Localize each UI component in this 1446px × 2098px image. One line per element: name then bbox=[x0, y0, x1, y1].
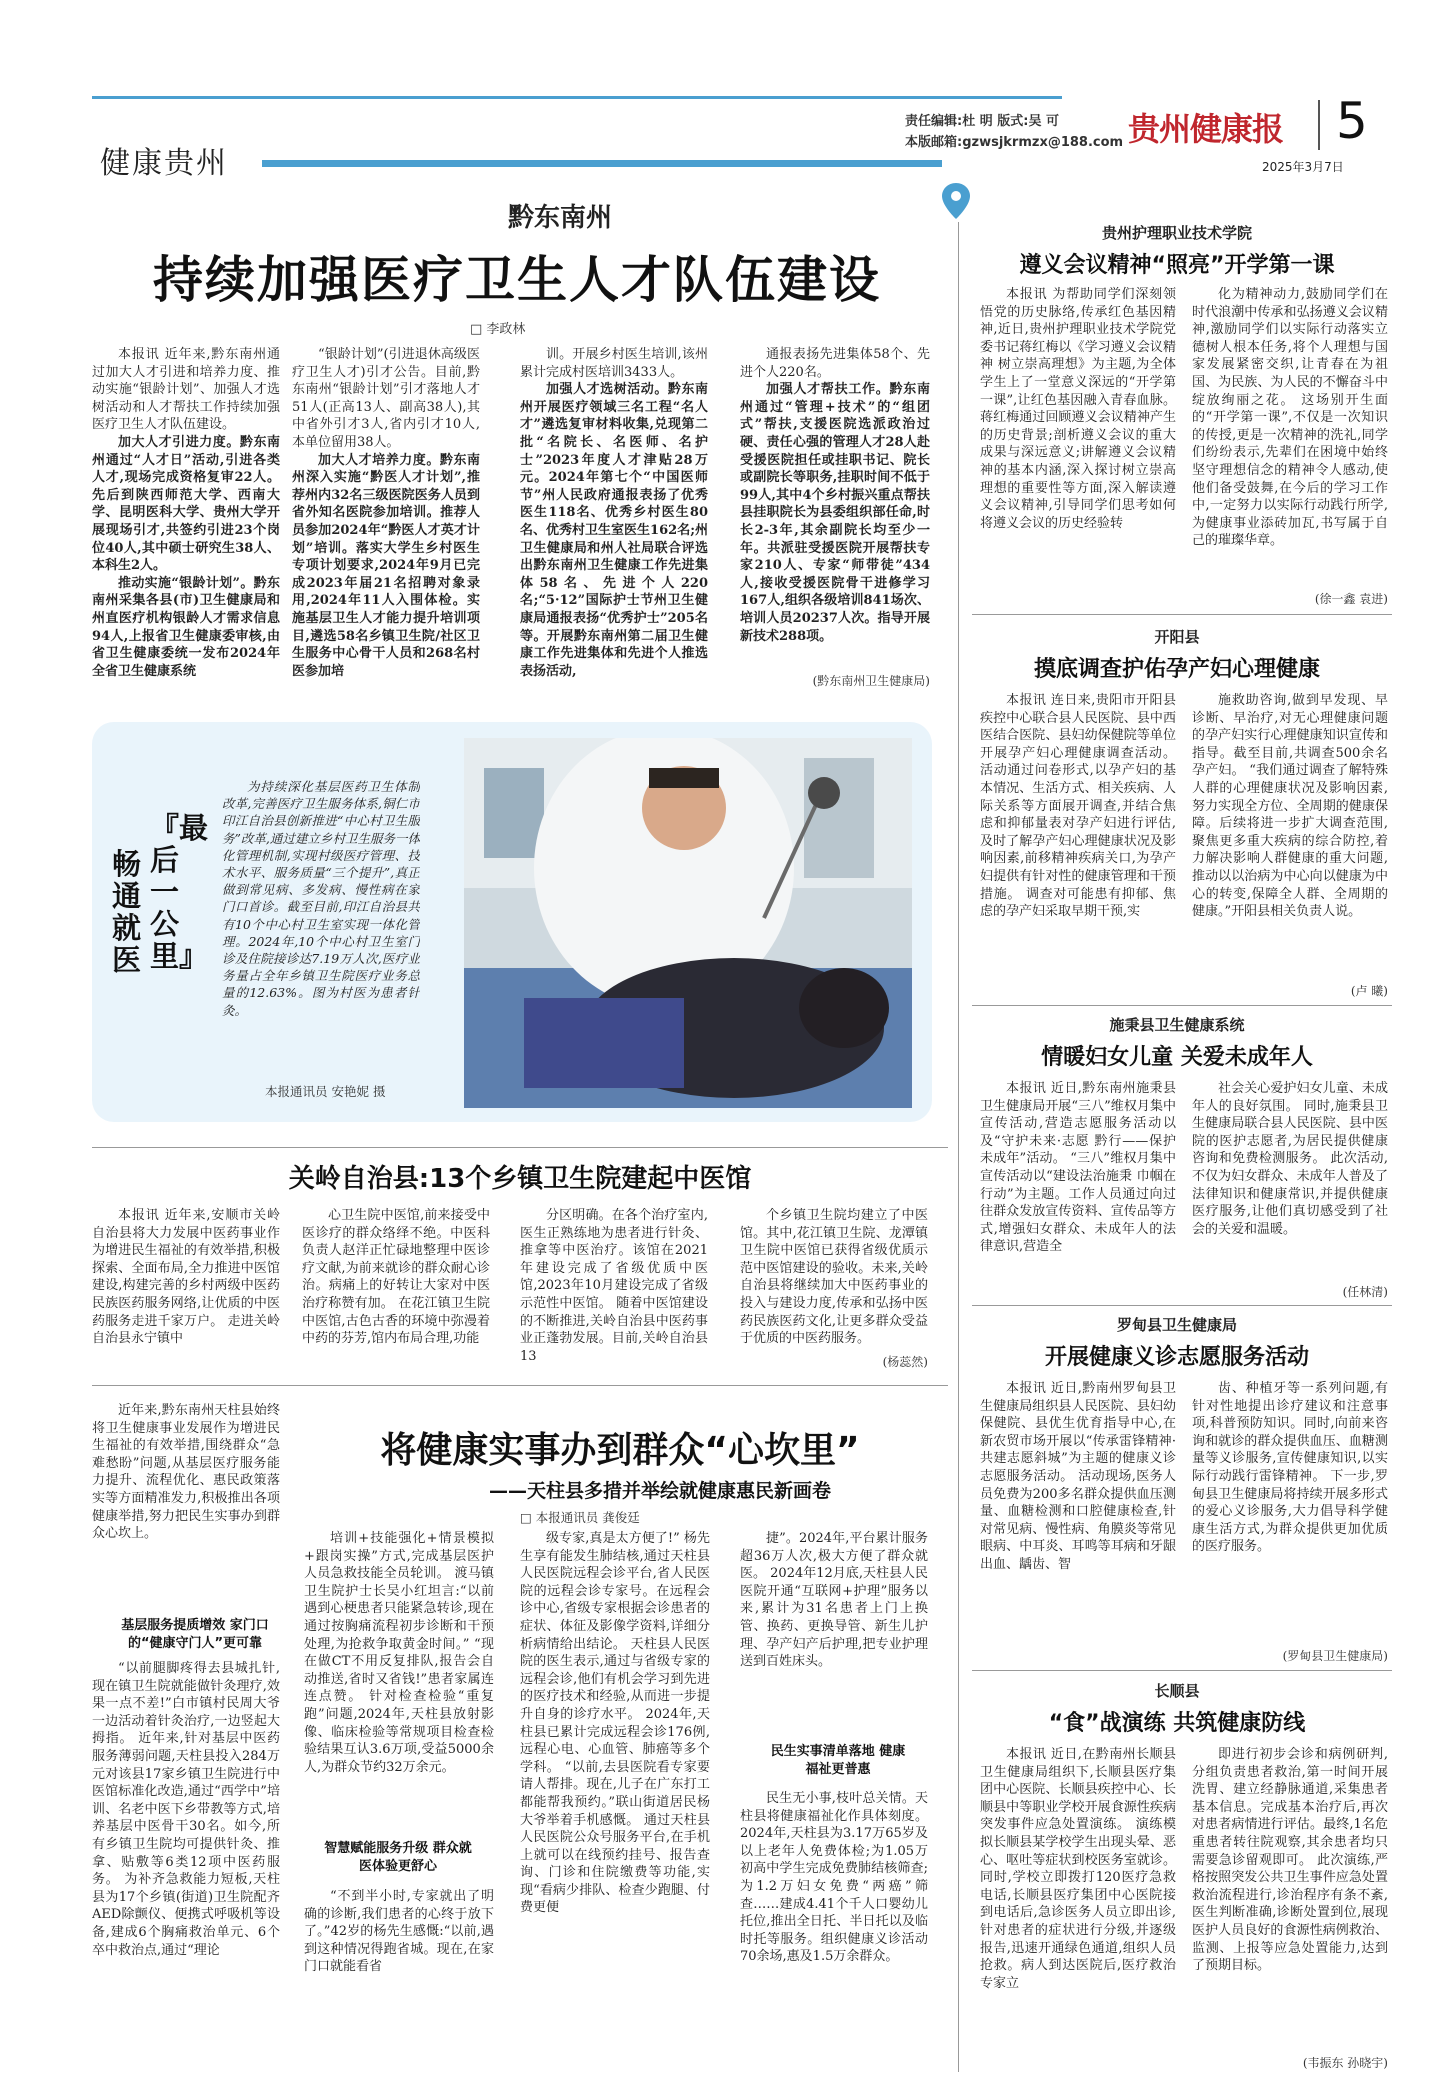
tianzhu-column-2: 培训+技能强化+情景模拟+跟岗实操”方式,完成基层医护人员急救技能全员轮训。 渡马镇卫生院护士长吴小红坦言:“以前遇到心梗患者只能紧急转诊,现在通过按胸痛流程初步诊断和干预处理,为抢救争取黄金时间。” “现在做CT不用反复排队,报告会自动推送,省时又省钱!”患者家属连连点赞。 针对检查检验“重复跑”问题,2024年,天柱县放射影像、临床检验等常规项目检查检验结果互认3.6万项,受益5000余人,为群众节约32万余元。 bbox=[304, 1531, 494, 1775]
lead-column-4: 通报表扬先进集体58个、先进个人220名。 加强人才帮扶工作。黔东南州通过“管理+技术”的“组团式”帮扶,支援医院选派政治过硬、责任心强的管理人才28人赴受援医院担任或挂职书记、院长或副院长等职务,挂职时间不低于99人,其中4个乡村振兴重点帮扶县挂职院长为县委组织部任命,时长2-3年,其余副院长均至少一年。共派驻受援医院开展帮扶专家210人、专家“师带徒”434人,接收受援医院骨干进修学习167人,组织各级培训841场次、培训人员20237人次。指导开展新技术288项。 bbox=[740, 347, 930, 644]
right-a5-col2: 即进行初步会诊和病例研判,分组负责患者救治,第一时间开展洗胃、建立经静脉通道,采集患者基本信息。完成基本治疗后,再次对患者病情进行评估。最终,1名危重患者转往院观察,其余患者均只需要急诊留观即可。 此次演练,严格按照突发公共卫生事件应急处置救治流程进行,诊治程序有条不紊,医生判断准确,诊断处置到位,展现医护人员良好的食源性病例救治、监测、上报等应急处置能力,达到了预期目标。 bbox=[1192, 1747, 1388, 1974]
tianzhu-column-3: 级专家,真是太方便了!” 杨先生享有能发生肺结核,通过天柱县人民医院远程会诊平台,省人民医院的远程会诊专家号。在远程会诊中心,省级专家根据会诊患者的症状、体征及影像学资料,详细分析病情给出结论。 天柱县人民医院的医生表示,通过与省级专家的远程会诊,他们有机会学习到先进的医疗技术和经验,从而进一步提升自身的诊疗水平。 2024年,天柱县已累计完成远程会诊176例,远程心电、心血管、肺癌等多个学科。 “以前,去县医院看专家要请人帮排。现在,儿子在广东打工都能帮我预约。”联山街道居民杨大爷举着手机感慨。 通过天柱县人民医院公众号服务平台,在手机上就可以在线预约挂号、报告查询、门诊和住院缴费等功能,实现“看病少排队、检查少跑腿、付费更便 bbox=[520, 1531, 710, 1916]
right-a2-title: 摸底调查护佑孕产妇心理健康 bbox=[1033, 657, 1320, 682]
header-top-rule bbox=[92, 96, 1062, 99]
page-number: 5 bbox=[1336, 92, 1368, 150]
right-a5-sign: (韦振东 孙晓宇) bbox=[1302, 2056, 1388, 2070]
tianzhu-subtitle: ——天柱县多措并举绘就健康惠民新画卷 bbox=[488, 1480, 831, 1502]
right-column-divider bbox=[958, 222, 959, 2072]
tianzhu-column-4: 捷”。2024年,平台累计服务超36万人次,极大方便了群众就医。 2024年12月底,天柱县人民医院开通“互联网+护理”服务以来,累计为31名患者上门上换管、换药、更换导管、新生儿护理、孕产妇产后护理,把专业护理送到百姓床头。 bbox=[740, 1531, 928, 1670]
right-a2-kicker: 开阳县 bbox=[1154, 628, 1200, 646]
header bbox=[0, 0, 1446, 180]
tianzhu-title: 将健康实事办到群众“心坎里” bbox=[380, 1430, 860, 1471]
lead-column-1: 本报讯 近年来,黔东南州通过加大人才引进和培养力度、推动实施“银龄计划”、加强人才选树活动和人才帮扶工作持续加强医疗卫生人才队伍建设。 加大人才引进力度。黔东南州通过“人才日”活动,引进各类人才,现场完成资格复审22人。先后到陕西师范大学、西南大学、昆明医科大学、贵州大学开展现场引才,共签约引进23个岗位40人,其中硕士研究生38人、本科生2人。 推动实施“银龄计划”。黔东南州采集各县(市)卫生健康局和州直医疗机构银龄人才需求信息94人,上报省卫生健康委审核,由省卫生健康委统一发布2024年全省卫生健康系统 bbox=[92, 347, 280, 679]
right-a3-sign: (任林清) bbox=[1342, 1285, 1388, 1299]
guanling-column-3: 分区明确。在各个治疗室内,医生正熟练地为患者进行针灸、推拿等中医治疗。该馆在2021年建设完成了省级优质中医馆,2023年10月建设完成了省级示范性中医馆。 随着中医馆建设的不断推进,关岭自治县中医药事业正蓬勃发展。目前,关岭自治县13 bbox=[520, 1208, 708, 1364]
right-a3-title: 情暖妇女儿童 关爱未成年人 bbox=[1041, 1045, 1313, 1070]
section-title: 健康贵州 bbox=[100, 146, 228, 181]
tianzhu-intro: 近年来,黔东南州天柱县始终将卫生健康事业发展作为增进民生福祉的有效举措,围绕群众“急难愁盼”问题,从基层医疗服务能力提升、流程优化、惠民政策落实等方面精准发力,积极推出各项健康举措,努力把民生实事办到群众心坎上。 bbox=[92, 1403, 280, 1542]
right-a2-rule bbox=[972, 1005, 1392, 1006]
right-a2-col1: 本报讯 连日来,贵阳市开阳县疾控中心联合县人民医院、县中西医结合医院、县妇幼保健院等单位开展孕产妇心理健康调查活动。 活动通过问卷形式,以孕产妇的基本情况、生活方式、相关疾病、人际关系等方面展开调查,并结合焦虑和抑郁量表对孕产妇进行评估,及时了解孕产妇心理健康状况及影响因素,前移精神疾病关口,为孕产妇提供有针对性的健康管理和干预措施。 调查对可能患有抑郁、焦虑的孕产妇采取早期干预,实 bbox=[980, 693, 1176, 920]
photo-vertical-title: 『最后一公里』 bbox=[150, 811, 209, 973]
acupuncture-photo bbox=[464, 738, 912, 1108]
tianzhu-author: □ 本报通讯员 龚俊廷 bbox=[520, 1510, 640, 1525]
right-a1-title: 遵义会议精神“照亮”开学第一课 bbox=[1019, 253, 1335, 278]
issue-date: 2025年3月7日 bbox=[1262, 160, 1344, 174]
right-a4-col2: 齿、种植牙等一系列问题,有针对性地提出诊疗建议和注意事项,科普预防知识。同时,向前来咨询和就诊的群众提供血压、血糖测量等义诊服务,宣传健康知识,以实际行动践行雷锋精神。 下一步,罗甸县卫生健康局将持续开展多形式的爱心义诊服务,大力倡导科学健康生活方式,为群众提供更加优质的医疗服务。 bbox=[1192, 1381, 1388, 1555]
right-a2-col2: 施救助咨询,做到早发现、早诊断、早治疗,对无心理健康问题的孕产妇实行心理健康知识宣传和指导。截至目前,共调查500余名孕产妇。 “我们通过调查了解特殊人群的心理健康状况及影响因素,努力实现全方位、全周期的健康保障。后续将进一步扩大调查范围,聚焦更多重大疾病的综合防控,着力解决影响人群健康的重大问题,推动以以治病为中心向以健康为中心的转变,保障全人群、全周期的健康。”开阳县相关负责人说。 bbox=[1192, 693, 1388, 920]
lead-column-3: 训。开展乡村医生培训,该州累计完成村医培训3433人。 加强人才选树活动。黔东南州开展医疗领域三名工程“名人才”遴选复审材料收集,兑现第二批“名院长、名医师、名护士”2023年度人才津贴28万元。2024年第七个“中国医师节”州人民政府通报表扬了优秀医生118名、优秀乡村医生80名、优秀村卫生室医生162名;州卫生健康局和州人社局联合评选出黔东南州卫生健康工作先进集体58名、先进个人220名;“5·12”国际护士节州卫生健康局通报表扬“优秀护士”205名等。开展黔东南州第二届卫生健康工作先进集体和先进个人推选表扬活动, bbox=[520, 347, 708, 679]
location-pin-icon bbox=[942, 183, 970, 219]
right-a3-rule bbox=[972, 1305, 1392, 1306]
right-a1-sign: (徐一鑫 袁进) bbox=[1314, 592, 1388, 606]
right-a1-col1: 本报讯 为帮助同学们深刻领悟党的历史脉络,传承红色基因精神,近日,贵州护理职业技术学院党委书记蒋红梅以《学习遵义会议精神 树立崇高理想》为主题,为全体学生上了一堂意义深远的“开学第一课”,让红色基因融入青春血脉。 蒋红梅通过回顾遵义会议精神产生的历史背景;剖析遵义会议的重大成果与深远意义;讲解遵义会议精神的基本内涵,深入探讨树立崇高理想的重要性等方面,深入解读遵义会议精神,引导同学们思考如何将遵义会议的历史经验转 bbox=[980, 287, 1176, 531]
logo-divider bbox=[1318, 100, 1320, 150]
guanling-title: 关岭自治县:13个乡镇卫生院建起中医馆 bbox=[288, 1164, 752, 1194]
section-rule bbox=[262, 160, 942, 167]
right-a3-col1: 本报讯 近日,黔东南州施秉县卫生健康局开展“三八”维权月集中宣传活动,营造志愿服务活动以及“守护未来·志愿 黔行——保护未成年”活动。 “三八”维权月集中宣传活动以“建设法治施秉 巾帼在行动”为主题。工作人员通过向过往群众发放宣传资料、宣传品等方式,增强妇女群众、未成年人的法律意识,营造全 bbox=[980, 1081, 1176, 1255]
guanling-column-2: 心卫生院中医馆,前来接受中医诊疗的群众络绎不绝。中医科负责人赵洋正忙碌地整理中医诊疗文献,为前来就诊的群众耐心诊治。病痛上的好转让大家对中医治疗称赞有加。 在花江镇卫生院中医馆,古色古香的环境中弥漫着中药的芬芳,馆内布局合理,功能 bbox=[302, 1208, 490, 1347]
right-a5-col1: 本报讯 近日,在黔南州长顺县卫生健康局组织下,长顺县医疗集团中心医院、长顺县疾控中心、长顺县中等职业学校开展食源性疾病突发事件应急处置演练。 演练模拟长顺县某学校学生出现头晕、恶心、呕吐等症状到校医务室就诊。同时,学校立即拨打120医疗急救电话,长顺县医疗集团中心医院接到电话后,急诊医务人员立即出诊,针对患者的症状进行分级,并逐级报告,迅速开通绿色通道,组织人员抢救。病人到达医院后,医疗救治专家立 bbox=[980, 1747, 1176, 1991]
right-a1-rule bbox=[972, 614, 1392, 615]
right-a4-title: 开展健康义诊志愿服务活动 bbox=[1044, 1345, 1309, 1370]
guanling-column-4: 个乡镇卫生院均建立了中医馆。其中,花江镇卫生院、龙潭镇卫生院中医馆已获得省级优质示范中医馆建设的验收。未来,关岭自治县将继续加大中医药事业的投入与建设力度,传承和弘扬中医药民族医药文化,让更多群众受益于优质的中医药服务。 bbox=[740, 1208, 928, 1347]
right-a3-col2: 社会关心爱护妇女儿童、未成年人的良好氛围。 同时,施秉县卫生健康局联合县人民医院、县中医院的医护志愿者,为居民提供健康咨询和免费检测服务。 此次活动,不仅为妇女群众、未成年人普及了法律知识和健康常识,并提供健康医疗服务,让他们真切感受到了社会的关爱和温暖。 bbox=[1192, 1081, 1388, 1237]
right-a4-sign: (罗甸县卫生健康局) bbox=[1282, 1649, 1388, 1663]
right-a5-title: “食”战演练 共筑健康防线 bbox=[1048, 1711, 1306, 1736]
paper-logo: 贵州健康报 bbox=[1128, 110, 1284, 148]
photo-credit: 本报通讯员 安艳妮 摄 bbox=[265, 1084, 386, 1099]
right-a4-rule bbox=[972, 1670, 1392, 1671]
guanling-top-rule bbox=[92, 1147, 948, 1148]
editors-line: 责任编辑:杜 明 版式:吴 可 bbox=[905, 114, 1059, 129]
photo-caption: 为持续深化基层医药卫生体制改革,完善医疗卫生服务体系,铜仁市印江自治县创新推进“中心村卫生服务”改革,通过建立乡村卫生服务一体化管理机制,实现村级医疗管理、技术水平、服务质量“三个提升”,真正做到常见病、多发病、慢性病在家门口首诊。截至目前,印江自治县共有10个中心村卫生室实现一体化管理。2024年,10个中心村卫生室门诊及住院接诊达7.19万人次,医疗业务量占全年乡镇卫生院医疗业务总量的12.63%。图为村医为患者针灸。 bbox=[222, 779, 420, 1018]
lead-column-2: “银龄计划”(引进退休高级医疗卫生人才)引才公告。目前,黔东南州“银龄计划”引才落地人才51人(正高13人、副高38人),其中省外引才3人,省内引才10人,本单位留用38人。 加大人才培养力度。黔东南州深入实施“黔医人才计划”,推荐州内32名三级医院医务人员到省外知名医院参加培训。推荐人员参加2024年“黔医人才英才计划”培训。落实大学生乡村医生专项计划要求,2024年9月已完成2023年届21名招聘对象录用,2024年11人入围体检。实施基层卫生人才能力提升培训项目,遴选58名乡镇卫生院/社区卫生服务中心骨干人员和268名村医参加培 bbox=[292, 347, 480, 679]
tianzhu-subhead-1: 基层服务提质增效 家门口的“健康守门人”更可靠 bbox=[121, 1618, 269, 1651]
right-a5-kicker: 长顺县 bbox=[1154, 1682, 1200, 1700]
lead-title: 持续加强医疗卫生人才队伍建设 bbox=[153, 251, 881, 309]
lead-author: □ 李政林 bbox=[470, 322, 526, 337]
lead-signature: (黔东南州卫生健康局) bbox=[812, 674, 930, 688]
guanling-signature: (杨蕊然) bbox=[882, 1355, 928, 1369]
tianzhu-top-rule bbox=[92, 1385, 948, 1386]
tianzhu-column-4b: 民生无小事,枝叶总关情。天柱县将健康福祉化作具体刻度。 2024年,天柱县为3.17万65岁及以上老年人免费体检;为1.05万初高中学生完成免费肺结核筛查;为1.2万妇女免费“两癌”筛查……建成4.41个千人口婴幼儿托位,推出全日托、半日托以及临时托等服务。组织健康义诊活动70余场,惠及1.5万余群众。 bbox=[740, 1791, 928, 1965]
email-line: 本版邮箱:gzwsjkrmzx@188.com bbox=[905, 135, 1124, 150]
right-a1-col2: 化为精神动力,鼓励同学们在时代浪潮中传承和弘扬遵义会议精神,激励同学们以实际行动落实立德树人根本任务,将个人理想与国家发展紧密交织,让青春在为祖国、为民族、为人民的不懈奋斗中绽放绚丽之花。 这场别开生面的“开学第一课”,不仅是一次知识的传授,更是一次精神的洗礼,同学们纷纷表示,先辈们在困境中始终坚守理想信念的精神令人感动,使他们备受鼓舞,在今后的学习工作中,一定努力以实际行动践行所学,为健康事业添砖加瓦,书写属于自己的璀璨华章。 bbox=[1192, 287, 1388, 549]
right-a2-sign: (卢 曦) bbox=[1350, 984, 1388, 998]
tianzhu-subhead-3: 民生实事清单落地 健康福祉更普惠 bbox=[770, 1744, 906, 1777]
photo-vertical-subtitle: 畅通就医 bbox=[112, 847, 142, 977]
right-a4-col1: 本报讯 近日,黔南州罗甸县卫生健康局组织县人民医院、县妇幼保健院、县优生优育指导中心,在新农贸市场开展以“传承雷锋精神·共建志愿斜城”为主题的健康义诊志愿服务活动。 活动现场,医务人员免费为200多名群众提供血压测量、血糖检测和口腔健康检查,针对常见病、慢性病、角膜炎等常见眼病、中耳炎、耳鸣等耳病和牙龈出血、龋齿、智 bbox=[980, 1381, 1176, 1572]
guanling-column-1: 本报讯 近年来,安顺市关岭自治县将大力发展中医药事业作为增进民生福祉的有效举措,积极探索、全面布局,全力推进中医馆建设,构建完善的乡村两级中医药民族医药服务网络,让优质的中医药服务走进千家万户。 走进关岭自治县永宁镇中 bbox=[92, 1208, 280, 1347]
right-a4-kicker: 罗甸县卫生健康局 bbox=[1116, 1316, 1237, 1334]
lead-kicker: 黔东南州 bbox=[507, 203, 612, 233]
right-a3-kicker: 施秉县卫生健康系统 bbox=[1109, 1016, 1245, 1034]
tianzhu-subhead-2: 智慧赋能服务升级 群众就医体验更舒心 bbox=[324, 1841, 472, 1874]
right-a1-kicker: 贵州护理职业技术学院 bbox=[1101, 224, 1252, 242]
tianzhu-column-1: “以前腿脚疼得去县城扎针,现在镇卫生院就能做针灸理疗,效果一点不差!”白市镇村民周大爷一边活动着针灸治疗,一边竖起大拇指。 近年来,针对基层中医药服务薄弱问题,天柱县投入284万元对该县17家乡镇卫生院进行中医馆标准化改造,通过“西学中”培训、名老中医下乡带教等方式,培养基层中医骨干30名。如今,所有乡镇卫生院均可提供针灸、推拿、贴敷等6类12项中医药服务。 为补齐急救能力短板,天柱县为17个乡镇(街道)卫生院配齐AED除颤仪、便携式呼吸机等设备,建成6个胸痛救治单元、6个卒中救治点,通过“理论 bbox=[92, 1661, 280, 1958]
tianzhu-column-2b: “不到半小时,专家就出了明确的诊断,我们患者的心终于放下了。”42岁的杨先生感慨:“以前,遇到这种情况得跑省城。现在,在家门口就能看省 bbox=[304, 1889, 494, 1975]
